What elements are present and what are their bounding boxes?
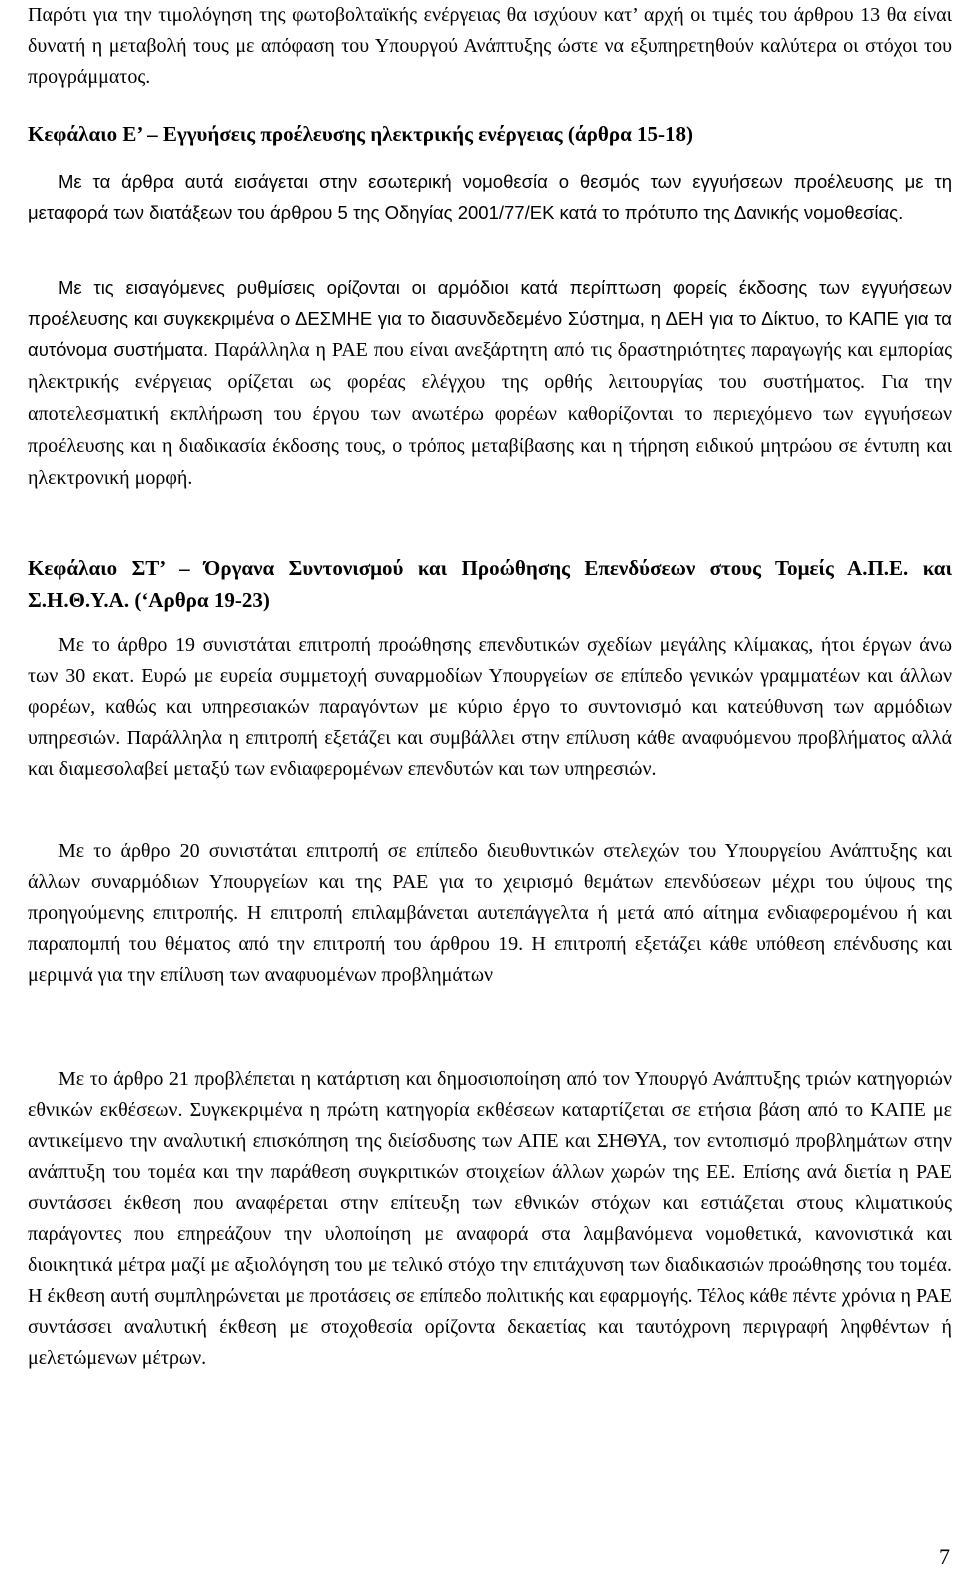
intro-paragraph: Παρότι για την τιμολόγηση της φωτοβολταϊκής ενέργειας θα ισχύουν κατ’ αρχή οι τιμές του άρθρου 13 θα είναι δυνατή η μεταβολή τους με απόφαση του Υπουργού Ανάπτυξης ώστε να εξυπηρετηθούν καλύτερα οι στόχοι του προγράμματος. <box>28 4 952 88</box>
chapter-e-paragraph-2 <box>28 272 952 494</box>
article-21-part-d: Η έκθεση αυτή συμπληρώνεται με προτάσεις σε επίπεδο πολιτικής και εφαρμογής. <box>28 1285 693 1307</box>
page-number: 7 <box>939 1544 950 1569</box>
article-20-part-c: Η επιτροπή εξετάζει κάθε υπόθεση επένδυσης και μεριμνά για την επίλυση των αναφυομένων προβλημάτων <box>28 933 953 986</box>
article-19-part-c: Παράλληλα η επιτροπή εξετάζει και συμβάλλει στην επίλυση κάθε αναφυόμενου προβλήματος αλλά και διαμεσολαβεί μεταξύ των ενδιαφερομένων επενδυτών και των υπηρεσιών. <box>28 727 952 780</box>
article-21-part-a: Με το άρθρο 21 προβλέπεται η κατάρτιση και δημοσιοποίηση από τον Υπουργό Ανάπτυξης τριών κατηγοριών εθνικών εκθέσεων. <box>28 1068 952 1121</box>
chapter-e-paragraph-2-part-a: Με τις εισαγόμενες ρυθμίσεις ορίζονται οι αρμόδιοι κατά περίπτωση φορείς έκδοσης των εγγυήσεων προέλευσης και συγκεκριμένα ο ΔΕΣΜΗΕ για το διασυνδεδεμένο Σύστημα, η ΔΕΗ για το Δίκτυο, το ΚΑΠΕ για τα αυτόνομα συστήματα. <box>28 277 952 360</box>
article-21-paragraph <box>28 1064 952 1374</box>
article-21-part-b: Συγκεκριμένα η πρώτη κατηγορία εκθέσεων καταρτίζεται σε ετήσια βάση από το ΚΑΠΕ με αντικείμενο την αναλυτική επισκόπηση της διείσδυσης των ΑΠΕ και ΣΗΘΥΑ, τον εντοπισμό προβλημάτων στην ανάπτυξη του τομέα και την παράθεση συγκριτικών στοιχείων άλλων χωρών της ΕΕ. <box>28 1099 953 1183</box>
article-20-paragraph <box>28 836 952 991</box>
article-21-part-e: Τέλος κάθε πέντε χρόνια η ΡΑΕ συντάσσει αναλυτική έκθεση με στοχοθεσία ορίζοντα δεκαετίας και ταυτόχρονη περιγραφή ληφθέντων ή μελετώμενων μέτρων. <box>28 1285 953 1369</box>
article-20-part-b: Η επιτροπή επιλαμβάνεται αυτεπάγγελτα ή μετά από αίτημα ενδιαφερομένου ή και παραπομπή του θέματος από την επιτροπή του άρθρου 19. <box>28 902 952 955</box>
article-19-paragraph <box>28 630 952 785</box>
chapter-st-heading: Κεφάλαιο ΣΤ’ – Όργανα Συντονισμού και Προώθησης Επενδύσεων στους Τομείς Α.Π.Ε. και Σ.Η.Θ.Υ.Α. (‘Αρθρα 19-23) <box>28 556 952 612</box>
chapter-e-heading: Κεφάλαιο Ε’ – Εγγυήσεις προέλευσης ηλεκτρικής ενέργειας (άρθρα 15-18) <box>28 122 694 146</box>
article-21-part-c: Επίσης ανά διετία η ΡΑΕ συντάσσει έκθεση που αναφέρεται στην επίτευξη των εθνικών στόχων και εστιάζεται στους κλιματικούς παράγοντες που επηρεάζουν την υλοποίηση με αναφορά στα λαμβανόμενα νομοθετικά, κανονιστικά και διοικητικά μέτρα μαζί με αξιολόγηση του με τελικό στόχο την επιτάχυνση των διαδικασιών προώθησης του τομέα. <box>28 1161 953 1276</box>
article-19-part-a: Με το άρθρο 19 συνιστάται επιτροπή προώθησης επενδυτικών σχεδίων μεγάλης κλίμακας, ήτοι έργων άνω των 30 εκατ. <box>28 634 952 687</box>
chapter-e-paragraph-2-part-b: Παράλληλα η ΡΑΕ που είναι ανεξάρτητη από τις δραστηριότητες παραγωγής και εμπορίας ηλεκτρικής ενέργειας ορίζεται ως φορέας ελέγχου της ορθής λειτουργίας του συστήματος. <box>28 339 953 393</box>
article-19-part-b: Ευρώ με ευρεία συμμετοχή συναρμοδίων Υπουργείων σε επίπεδο γενικών γραμματέων και άλλων φορέων, καθώς και υπηρεσιακών παραγόντων με κύριο έργο το συντονισμό και κατεύθυνση των αρμόδιων υπηρεσιών. <box>28 665 953 749</box>
chapter-e-paragraph-2-part-c: Για την αποτελεσματική εκπλήρωση του έργου των ανωτέρω φορέων καθορίζονται το περιεχόμενο των εγγυήσεων προέλευσης και η διαδικασία έκδοσης τους, ο τρόπος μεταβίβασης και η τήρηση ειδικού μητρώου σε έντυπη και ηλεκτρονική μορφή. <box>28 371 952 489</box>
chapter-e-paragraph-1: Με τα άρθρα αυτά εισάγεται στην εσωτερική νομοθεσία ο θεσμός των εγγυήσεων προέλευσης με τη μεταφορά των διατάξεων του άρθρου 5 της Οδηγίας 2001/77/ΕΚ κατά το πρότυπο της Δανικής νομοθεσίας. <box>28 171 952 223</box>
article-20-part-a: Με το άρθρο 20 συνιστάται επιτροπή σε επίπεδο διευθυντικών στελεχών του Υπουργείου Ανάπτυξης και άλλων συναρμόδιων Υπουργείων και της ΡΑΕ για το χειρισμό θεμάτων επενδύσεων μέχρι του ύψους της προηγούμενης επιτροπής. <box>28 840 952 924</box>
